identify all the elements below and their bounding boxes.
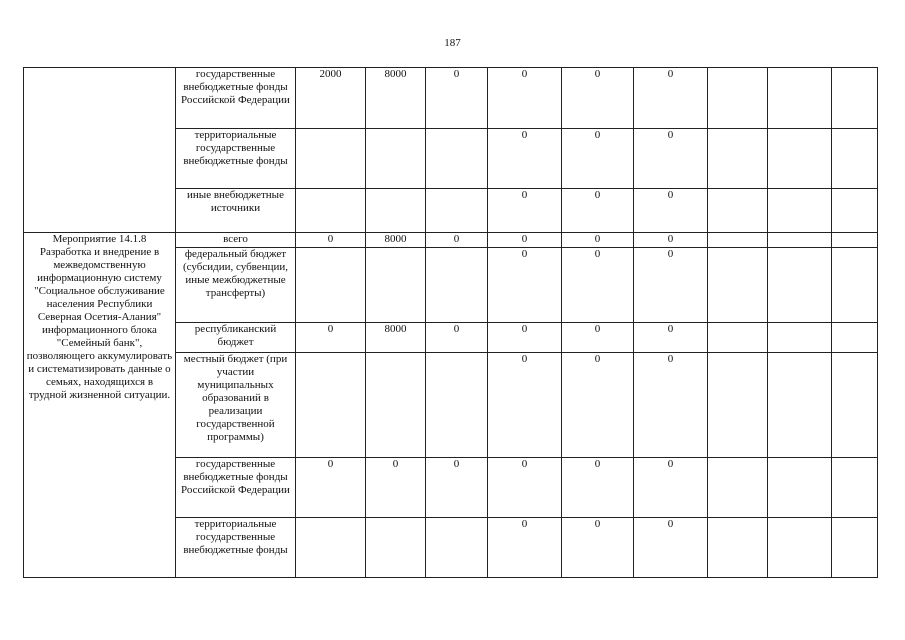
funding-source: территориальные государственные внебюджетные фонды: [176, 129, 296, 189]
amount-cell: [768, 353, 832, 458]
amount-cell: [708, 248, 768, 323]
funding-source: государственные внебюджетные фонды Российской Федерации: [176, 68, 296, 129]
amount-cell: [768, 518, 832, 578]
amount-cell: 0: [296, 233, 366, 248]
amount-cell: 0: [562, 68, 634, 129]
amount-cell: 0: [562, 248, 634, 323]
amount-cell: [768, 323, 832, 353]
amount-cell: [426, 353, 488, 458]
amount-cell: [426, 189, 488, 233]
amount-cell: [708, 129, 768, 189]
amount-cell: [768, 189, 832, 233]
amount-cell: 8000: [366, 233, 426, 248]
amount-cell: [832, 233, 878, 248]
amount-cell: [832, 189, 878, 233]
event-cell-empty: [24, 68, 176, 233]
amount-cell: [832, 323, 878, 353]
amount-cell: [366, 248, 426, 323]
funding-source: местный бюджет (при участии муниципальных образований в реализации государственной программы): [176, 353, 296, 458]
amount-cell: 0: [488, 68, 562, 129]
amount-cell: [426, 129, 488, 189]
amount-cell: 0: [562, 189, 634, 233]
amount-cell: [708, 323, 768, 353]
amount-cell: 0: [426, 68, 488, 129]
amount-cell: [296, 129, 366, 189]
amount-cell: [366, 518, 426, 578]
amount-cell: 0: [634, 323, 708, 353]
amount-cell: [708, 189, 768, 233]
amount-cell: [296, 189, 366, 233]
amount-cell: 0: [488, 518, 562, 578]
table-row: [24, 233, 878, 248]
amount-cell: 0: [634, 189, 708, 233]
amount-cell: 0: [426, 233, 488, 248]
amount-cell: 0: [562, 353, 634, 458]
amount-cell: [768, 248, 832, 323]
funding-source: территориальные государственные внебюджетные фонды: [176, 518, 296, 578]
amount-cell: 0: [488, 458, 562, 518]
amount-cell: 0: [562, 129, 634, 189]
amount-cell: 0: [562, 233, 634, 248]
funding-source: федеральный бюджет (субсидии, субвенции, иные межбюджетные трансферты): [176, 248, 296, 323]
amount-cell: 0: [634, 518, 708, 578]
amount-cell: 8000: [366, 68, 426, 129]
amount-cell: 0: [488, 233, 562, 248]
amount-cell: [768, 233, 832, 248]
amount-cell: 0: [562, 323, 634, 353]
amount-cell: [296, 518, 366, 578]
amount-cell: 0: [634, 129, 708, 189]
amount-cell: [832, 129, 878, 189]
amount-cell: [708, 233, 768, 248]
amount-cell: 0: [296, 458, 366, 518]
amount-cell: [426, 248, 488, 323]
amount-cell: [708, 353, 768, 458]
amount-cell: [708, 518, 768, 578]
amount-cell: [708, 458, 768, 518]
funding-source: республиканский бюджет: [176, 323, 296, 353]
amount-cell: 0: [634, 458, 708, 518]
amount-cell: 0: [488, 129, 562, 189]
event-description: Мероприятие 14.1.8 Разработка и внедрение в межведомственную информационную систему "Социальное обслуживание населения Республики Северная Осетия-Алания" информационного блока "Семейный банк", позволяющего аккумулировать и систематизировать данные о семьях, находящихся в трудной жизненной ситуации.: [24, 233, 176, 578]
funding-source: всего: [176, 233, 296, 248]
page-number: 187: [444, 37, 461, 49]
amount-cell: 0: [488, 189, 562, 233]
amount-cell: [832, 518, 878, 578]
amount-cell: 0: [488, 353, 562, 458]
amount-cell: 8000: [366, 323, 426, 353]
amount-cell: [708, 68, 768, 129]
amount-cell: [768, 68, 832, 129]
amount-cell: 0: [634, 353, 708, 458]
amount-cell: [768, 458, 832, 518]
amount-cell: 0: [562, 518, 634, 578]
amount-cell: 0: [426, 323, 488, 353]
table-row: [24, 68, 878, 129]
amount-cell: 0: [634, 248, 708, 323]
amount-cell: [768, 129, 832, 189]
amount-cell: [366, 353, 426, 458]
amount-cell: [832, 68, 878, 129]
amount-cell: [366, 189, 426, 233]
amount-cell: 2000: [296, 68, 366, 129]
funding-source: иные внебюджетные источники: [176, 189, 296, 233]
amount-cell: 0: [634, 68, 708, 129]
amount-cell: [296, 353, 366, 458]
funding-source: государственные внебюджетные фонды Российской Федерации: [176, 458, 296, 518]
amount-cell: 0: [488, 248, 562, 323]
amount-cell: 0: [634, 233, 708, 248]
amount-cell: 0: [296, 323, 366, 353]
budget-table: [23, 67, 878, 578]
amount-cell: [832, 353, 878, 458]
amount-cell: [426, 518, 488, 578]
amount-cell: [296, 248, 366, 323]
amount-cell: [366, 129, 426, 189]
amount-cell: 0: [562, 458, 634, 518]
amount-cell: 0: [366, 458, 426, 518]
amount-cell: 0: [488, 323, 562, 353]
amount-cell: 0: [426, 458, 488, 518]
amount-cell: [832, 248, 878, 323]
amount-cell: [832, 458, 878, 518]
